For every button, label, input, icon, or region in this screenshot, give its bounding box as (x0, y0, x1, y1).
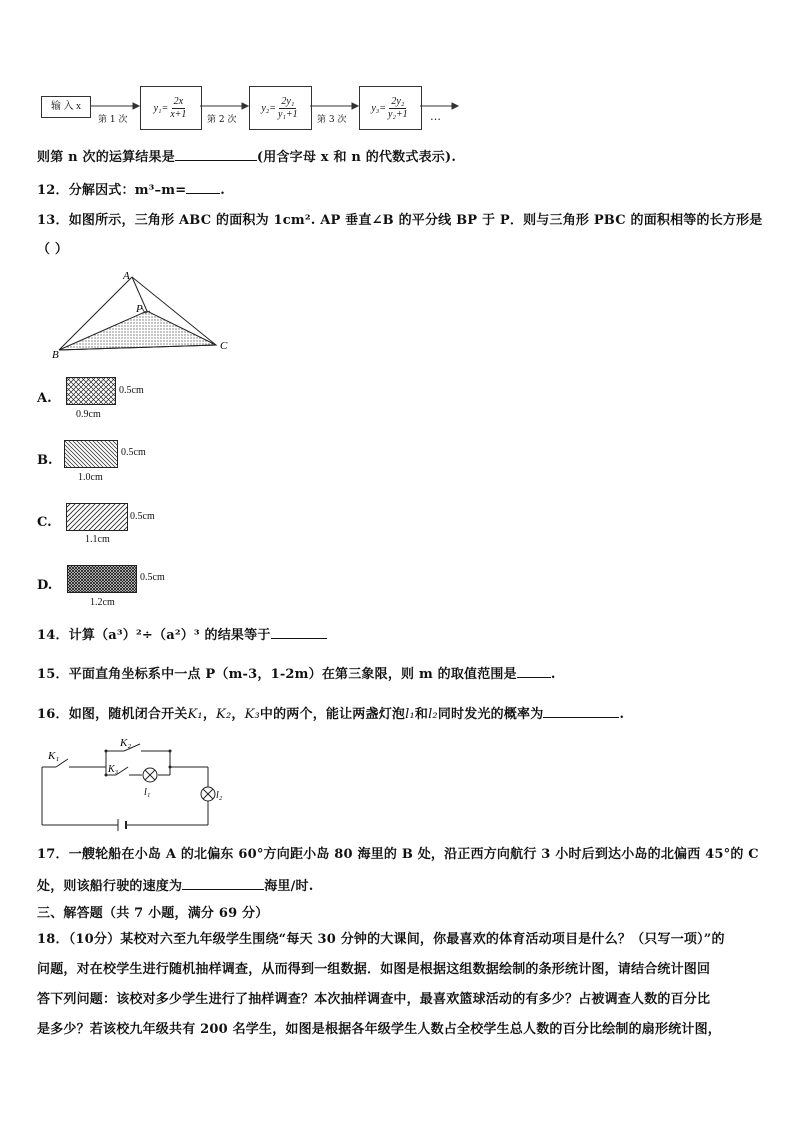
option-a-height: 0.5cm (119, 385, 144, 396)
option-b-width: 1.0cm (78, 472, 103, 483)
flow-input-label: 输 入 x (51, 101, 81, 112)
label-p: P (136, 303, 143, 315)
label-b: B (52, 349, 59, 361)
triangle-figure (40, 262, 240, 362)
q16-sep1: ， (202, 707, 217, 722)
option-b-height: 0.5cm (121, 447, 146, 458)
circuit-label-k3: K₃ (108, 764, 119, 775)
q16-mid: 中的两个，能让两盏灯泡 (259, 707, 406, 722)
option-d-width: 1.2cm (90, 597, 115, 608)
option-a-width: 0.9cm (76, 409, 101, 420)
circuit-label-k1: K₁ (48, 750, 60, 762)
q13-line1: 13．如图所示，三角形 ABC 的面积为 1cm². AP 垂直∠B 的平分线 BP 于 P．则与三角形 PBC 的面积相等的长方形是 (37, 213, 763, 228)
option-d-label[interactable]: D. (37, 578, 53, 593)
flow-box-1-den: x+1 (170, 108, 187, 120)
q17-answer-blank (182, 877, 264, 890)
q16-pre: 16．如图，随机闭合开关 (37, 707, 188, 722)
q18-line4: 是多少？若该校九年级共有 200 名学生，如图是根据各年级学生人数占全校学生总人数的百分比绘制的扇形统计图， (37, 1022, 721, 1037)
q14-answer-blank (271, 626, 327, 639)
q16-k3: K₃ (244, 707, 260, 722)
q14 (37, 624, 327, 643)
flow-box-2-den: y₁+1 (278, 108, 298, 120)
q16-l2: l₂ (428, 707, 438, 722)
q16-l1: l₁ (405, 707, 415, 722)
q12-pre: 12．分解因式：m³–m= (37, 183, 187, 198)
q11-answer-blank (175, 148, 257, 161)
q16 (37, 703, 624, 722)
q18-line3: 答下列问题：该校对多少学生进行了抽样调查？本次抽样调查中，最喜欢篮球活动的有多少？占被调查人数的百分比 (37, 992, 711, 1007)
q17-line2 (37, 875, 313, 894)
q14-pre: 14．计算（a³）²÷（a²）³ 的结果等于 (37, 628, 271, 643)
flow-step-2: 第 2 次 (207, 115, 237, 125)
flow-box-2 (249, 86, 312, 130)
flow-box-1-lhs: y₁= (153, 102, 169, 114)
option-d-rectangle[interactable] (67, 565, 137, 593)
q15 (37, 663, 556, 682)
q16-sep2: ， (231, 707, 245, 722)
option-c-rectangle[interactable] (66, 503, 128, 531)
option-a-label[interactable]: A. (37, 391, 52, 406)
q16-answer-blank (543, 705, 619, 718)
q18-line2: 问题，对在校学生进行随机抽样调查，从而得到一组数据．如图是根据这组数据绘制的条形统计图，请结合统计图回 (37, 962, 711, 977)
label-a: A (123, 270, 130, 282)
option-c-height: 0.5cm (130, 511, 155, 522)
q15-post: . (550, 667, 556, 682)
q12 (37, 179, 225, 198)
flow-box-3-num: 2y₂ (391, 95, 405, 107)
flow-step-1: 第 1 次 (98, 115, 128, 125)
flow-ellipsis: … (430, 110, 441, 123)
flow-box-2-num: 2y₁ (281, 95, 295, 107)
q16-k2: K₂ (216, 707, 232, 722)
q16-and: 和 (414, 707, 429, 722)
flow-box-1 (140, 86, 202, 130)
option-b-rectangle[interactable] (64, 440, 118, 468)
q16-post: 同时发光的概率为 (437, 707, 544, 722)
flow-box-1-num: 2x (173, 95, 184, 107)
q11-pre: 则第 n 次的运算结果是 (37, 150, 175, 165)
section-3-heading: 三、解答题（共 7 小题，满分 69 分） (37, 906, 269, 921)
option-b-label[interactable]: B. (37, 453, 53, 468)
q16-k1: K₁ (187, 707, 203, 722)
q11-post: (用含字母 x 和 n 的代数式表示). (256, 150, 457, 165)
triangle-pbc-shaded (59, 311, 216, 350)
q15-pre: 15．平面直角坐标系中一点 P（m-3，1-2m）在第三象限，则 m 的取值范围是 (37, 667, 517, 682)
flow-box-2-lhs: y₂= (261, 102, 276, 114)
q17-line1: 17．一艘轮船在小岛 A 的北偏东 60°方向距小岛 80 海里的 B 处，沿正西方向航行 3 小时后到达小岛的北偏西 45°的 C (37, 847, 759, 862)
circuit-label-l2: l₂ (216, 790, 223, 801)
circuit-diagram (36, 735, 226, 833)
q17-pre: 处，则该船行驶的速度为 (37, 879, 183, 894)
flow-step-3: 第 3 次 (317, 115, 347, 125)
option-a-rectangle[interactable] (66, 377, 116, 405)
flow-box-3-den: y₂+1 (388, 108, 408, 120)
q11-tail (37, 146, 456, 165)
flow-box-3-lhs: y₃= (371, 102, 386, 114)
flow-box-3 (359, 86, 422, 130)
q17-post: 海里/时. (264, 879, 314, 894)
option-c-label[interactable]: C. (37, 515, 52, 530)
option-c-width: 1.1cm (85, 534, 110, 545)
q18-line1: 18．（10分）某校对六至九年级学生围绕“每天 30 分钟的大课间，你最喜欢的体育活动项目是什么？（只写一项）”的 (37, 932, 725, 947)
circuit-label-l1: l₁ (144, 787, 151, 798)
option-d-height: 0.5cm (140, 572, 165, 583)
label-c: C (220, 340, 228, 352)
q15-answer-blank (517, 665, 551, 678)
q12-answer-blank (186, 181, 220, 194)
q13-line2: （ ） (37, 242, 69, 257)
circuit-label-k2: K₂ (120, 737, 132, 749)
q16-end: . (619, 707, 625, 722)
q12-post: . (220, 183, 226, 198)
